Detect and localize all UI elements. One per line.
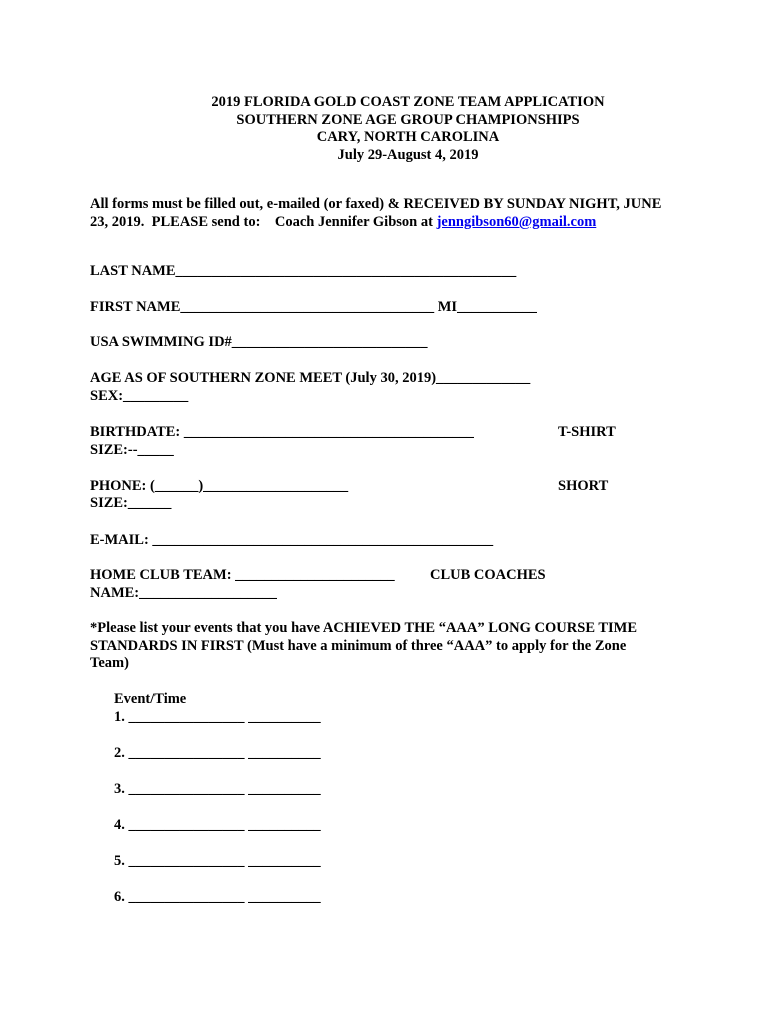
intro-line-1: All forms must be filled out, e-mailed (or faxed) & RECEIVED BY SUNDAY NIGHT, JUNE: [90, 196, 662, 212]
form-header: [0, 94, 770, 164]
header-location: CARY, NORTH CAROLINA: [316, 129, 500, 145]
age-field[interactable]: AGE AS OF SOUTHERN ZONE MEET (July 30, 2019)_____________: [90, 370, 531, 386]
first-name-field[interactable]: FIRST NAME___________________________________ MI___________: [90, 299, 537, 315]
intro-line-2: [90, 214, 661, 232]
phone-field[interactable]: PHONE: (______)____________________: [90, 478, 349, 494]
event-entry-1[interactable]: 1. ________________ __________: [114, 709, 321, 725]
event-entry-2[interactable]: 2. ________________ __________: [114, 745, 321, 761]
short-label: SHORT: [558, 478, 609, 494]
instructions-line-1: *Please list your events that you have ACHIEVED THE “AAA” LONG COURSE TIME: [90, 620, 638, 636]
intro-line-2-text: 23, 2019. PLEASE send to: Coach Jennifer Gibson at: [90, 213, 437, 230]
event-entry-6[interactable]: 6. ________________ __________: [114, 889, 321, 905]
instructions-line-2: STANDARDS IN FIRST (Must have a minimum of three “AAA” to apply for the Zone: [90, 637, 627, 654]
event-entry-5[interactable]: 5. ________________ __________: [114, 853, 321, 869]
event-entry-3[interactable]: 3. ________________ __________: [114, 781, 321, 797]
email-field[interactable]: E-MAIL: _______________________________________________: [90, 532, 494, 548]
instructions-line-3: Team): [90, 655, 129, 671]
sex-field[interactable]: SEX:_________: [90, 388, 189, 404]
home-club-team-field[interactable]: HOME CLUB TEAM: ______________________: [90, 567, 395, 583]
intro-paragraph: [90, 196, 661, 231]
tshirt-size-field[interactable]: SIZE:--_____: [90, 442, 174, 458]
last-name-field[interactable]: LAST NAME_______________________________________________: [90, 263, 517, 279]
header-subtitle: SOUTHERN ZONE AGE GROUP CHAMPIONSHIPS: [236, 111, 580, 128]
header-title: 2019 FLORIDA GOLD COAST ZONE TEAM APPLICATION: [211, 94, 605, 110]
tshirt-label: T-SHIRT: [558, 424, 616, 440]
events-instructions: [90, 620, 637, 673]
coach-email-link[interactable]: jenngibson60@gmail.com: [436, 213, 597, 230]
event-entry-4[interactable]: 4. ________________ __________: [114, 817, 321, 833]
short-size-field[interactable]: SIZE:______: [90, 495, 172, 511]
club-coaches-label: CLUB COACHES: [430, 567, 546, 583]
club-coaches-name-field[interactable]: NAME:___________________: [90, 585, 277, 601]
birthdate-field[interactable]: BIRTHDATE: ________________________________________: [90, 424, 474, 440]
header-dates: July 29-August 4, 2019: [337, 146, 479, 163]
events-column-title: Event/Time: [114, 691, 187, 707]
usa-swimming-id-field[interactable]: USA SWIMMING ID#___________________________: [90, 334, 428, 350]
